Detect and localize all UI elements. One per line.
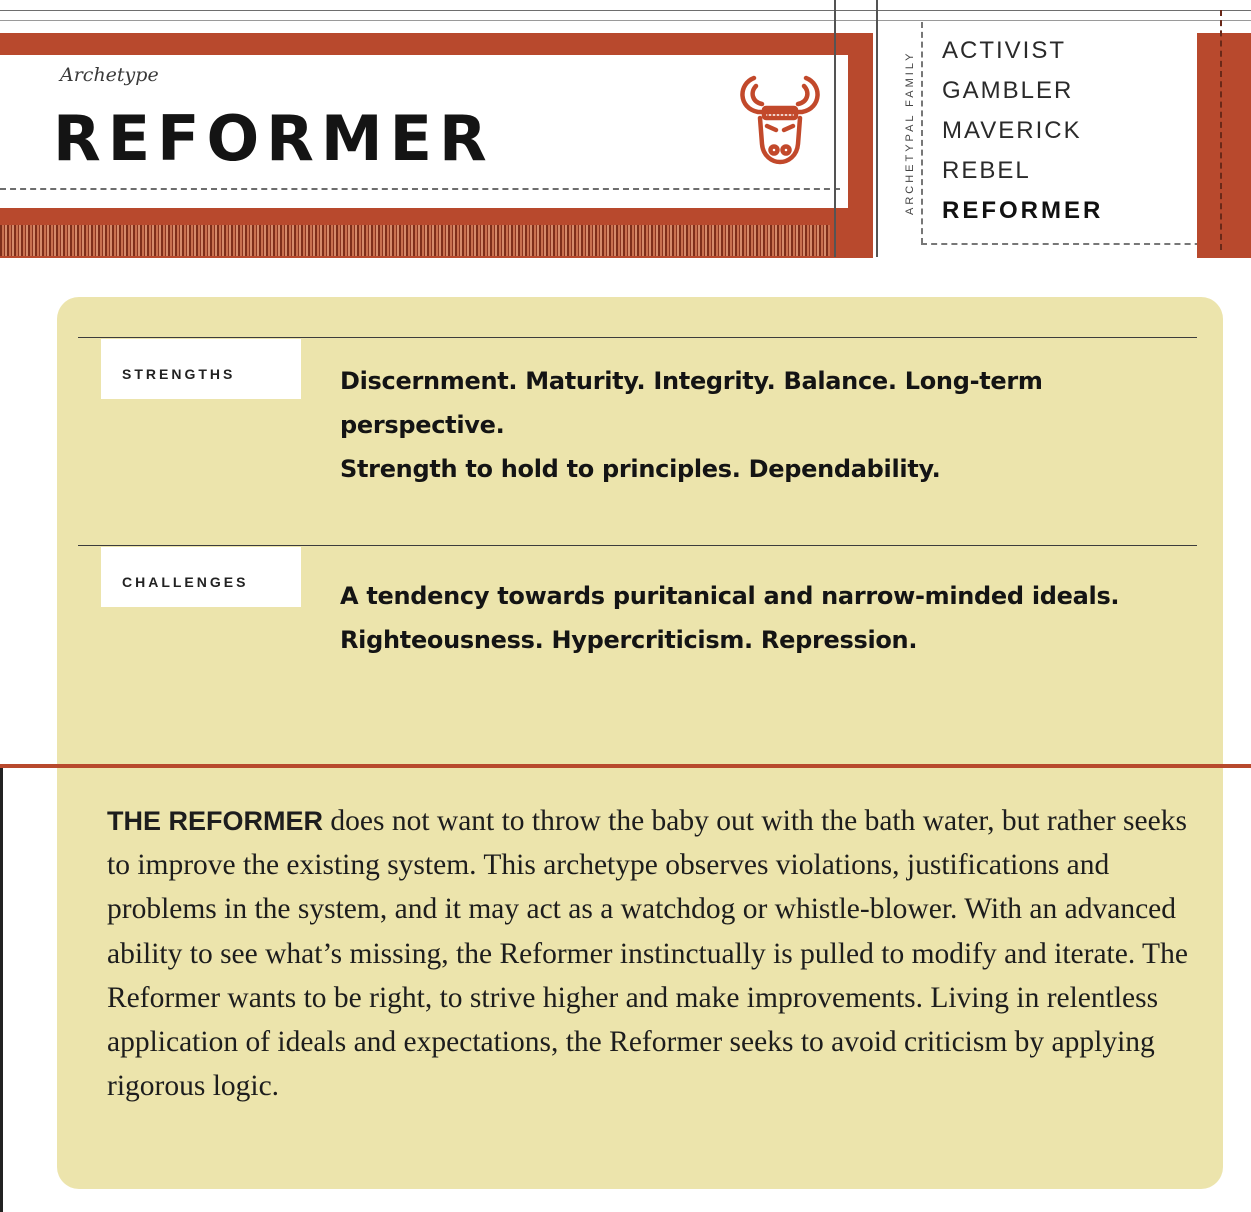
strengths-text [340,359,1200,491]
family-list [942,34,1103,234]
right-band [1197,33,1251,258]
description-lead: THE REFORMER [107,806,323,836]
family-caption: ARCHETYPAL FAMILY [904,50,916,215]
top-rule [0,10,1251,11]
divider-line [834,0,836,257]
header-tick-strip [0,225,830,256]
description-paragraph [107,799,1197,1108]
page-edge [0,768,3,1212]
right-dashed-rule [1220,10,1222,250]
family-item: REBEL [942,157,1031,184]
page-title: REFORMER [53,102,494,175]
top-rule-secondary [0,20,1251,21]
family-item: GAMBLER [942,77,1074,104]
challenges-text [340,574,1200,662]
archetype-label: Archetype [60,64,159,86]
family-item: MAVERICK [942,117,1082,144]
section-rule [78,337,1197,338]
strengths-line: Strength to hold to principles. Dependability. [340,455,941,483]
family-dashed-border [921,22,923,244]
header-dashed-rule [0,188,840,190]
family-item: ACTIVIST [942,37,1067,64]
challenges-line: A tendency towards puritanical and narrow-minded ideals. [340,582,1120,610]
family-dashed-border [921,243,1221,245]
family-item-current: REFORMER [942,197,1104,224]
strengths-line: Discernment. Maturity. Integrity. Balance. Long-term perspective. [340,367,1043,439]
strengths-label: STRENGTHS [122,366,236,382]
accent-rule [0,764,1251,768]
description-text: does not want to throw the baby out with the bath water, but rather seeks to improve the existing system. This archetype observes violations, justifications and problems in the system, and it may act as a watchdog or whistle-blower. With an advanced ability to see what’s missing, the Reformer instinctually is pulled to modify and iterate. The Reformer wants to be right, to strive higher and make improvements. Living in relentless application of ideals and expectations, the Reformer seeks to avoid criticism by applying rigorous logic. [107,805,1188,1103]
challenges-line: Righteousness. Hypercriticism. Repression. [340,626,918,654]
bull-head-icon [732,70,828,166]
divider-line [876,0,878,257]
section-rule [78,545,1197,546]
challenges-label: CHALLENGES [122,574,249,590]
